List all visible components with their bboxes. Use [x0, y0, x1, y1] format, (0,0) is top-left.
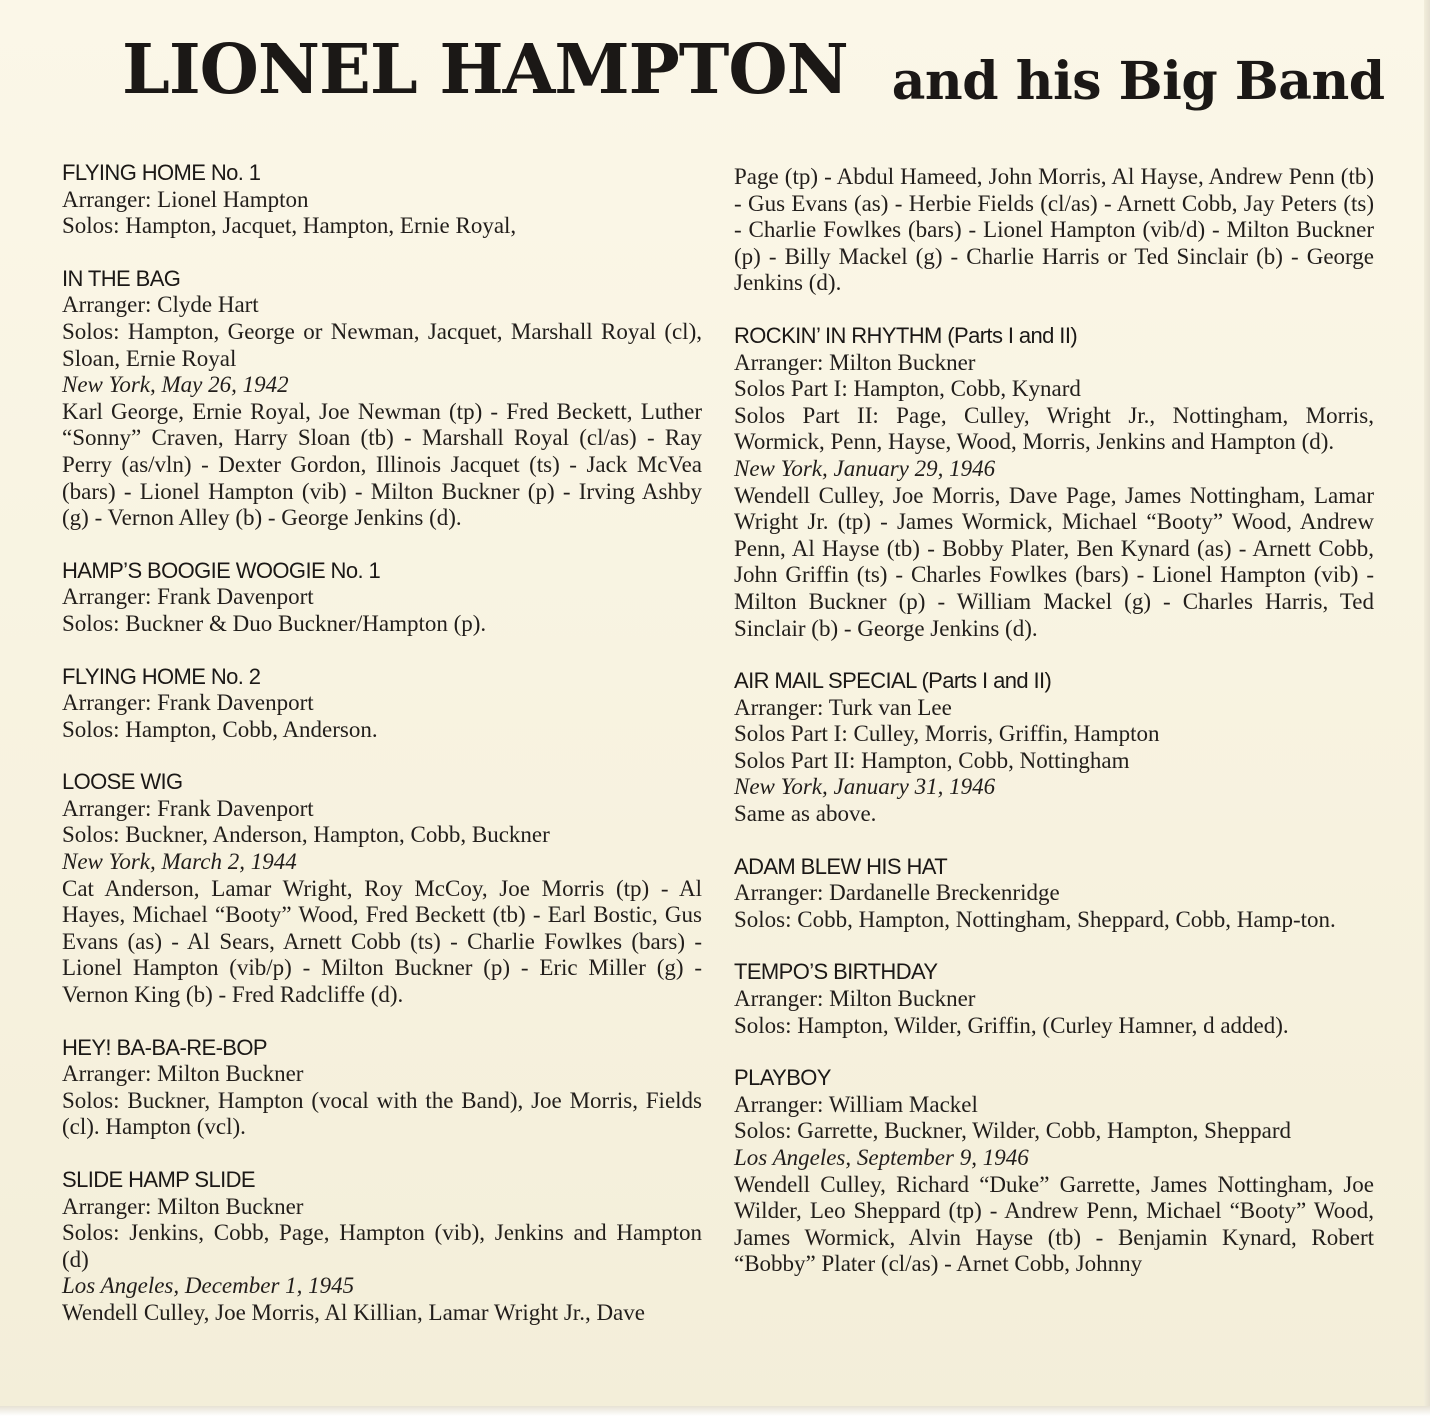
session-personnel: Karl George, Ernie Royal, Joe Newman (tp) - Fred Beckett, Luther “Sonny” Craven, Harry Sloan (tb) - Marshall Royal (cl/as) - Ray Perry (as/vln) - Dexter Gordon, Illinois Jacquet (ts) - Jack McVea (bars) - Lionel Hampton (vib) - Milton Buckner (p) - Irving Ashby (g) - Vernon Alley (b) - George Jenkins (d). — [62, 398, 702, 531]
session-personnel-continued: Page (tp) - Abdul Hameed, John Morris, Al Hayse, Andrew Penn (tb) - Gus Evans (as) - Herbie Fields (cl/as) - Arnett Cobb, Jay Peters (ts) - Charlie Fowlkes (bars) - Lionel Hampton (vib/d) - Milton Buckner (p) - Billy Mackel (g) - Charlie Harris or Ted Sinclair (b) - George Jenkins (d). — [734, 164, 1374, 296]
track-title: FLYING HOME No. 2 — [62, 663, 261, 689]
track-solos: Solos: Hampton, Cobb, Anderson. — [62, 716, 378, 742]
page-edge-bottom — [0, 1406, 1430, 1416]
track-solos: Solos: Hampton, Jacquet, Hampton, Ernie Royal, — [62, 213, 517, 239]
track-title: SLIDE HAMP SLIDE — [62, 1167, 255, 1192]
left-column — [62, 160, 702, 1353]
track-entry — [62, 1035, 702, 1141]
track-title: IN THE BAG — [62, 265, 181, 291]
page-subtitle: and his Big Band — [891, 51, 1385, 112]
session-date: Los Angeles, September 9, 1946 — [734, 1145, 1029, 1170]
right-column — [734, 164, 1374, 1304]
track-arranger: Arranger: Frank Davenport — [62, 584, 314, 610]
track-solos: Solos Part II: Hampton, Cobb, Nottingham — [734, 747, 1130, 773]
track-solos: Solos: Cobb, Hampton, Nottingham, Sheppard, Cobb, Hamp-ton. — [734, 906, 1336, 932]
track-title: AIR MAIL SPECIAL (Parts I and II) — [734, 668, 1052, 694]
track-arranger: Arranger: Milton Buckner — [734, 349, 976, 375]
track-solos: Solos Part I: Hampton, Cobb, Kynard — [734, 376, 1081, 402]
track-arranger: Arranger: Frank Davenport — [62, 795, 314, 821]
track-title: ADAM BLEW HIS HAT — [734, 853, 948, 879]
session-date: Los Angeles, December 1, 1945 — [62, 1273, 355, 1299]
page-edge-right — [1424, 0, 1430, 1416]
session-date: New York, January 29, 1946 — [734, 455, 996, 481]
track-arranger: Arranger: Frank Davenport — [62, 690, 314, 716]
track-title: LOOSE WIG — [62, 769, 183, 795]
session-personnel: Cat Anderson, Lamar Wright, Roy McCoy, Joe Morris (tp) - Al Hayes, Michael “Booty” Wood, Fred Beckett (tb) - Earl Bostic, Gus Evans (as) - Al Sears, Arnett Cobb (ts) - Charlie Fowlkes (bars) - Lionel Hampton (vib/p) - Milton Buckner (p) - Eric Miller (g) - Vernon King (b) - Fred Radcliffe (d). — [62, 875, 702, 1008]
page-title: LIONEL HAMPTON — [122, 30, 848, 110]
track-solos: Solos: Buckner, Hampton (vocal with the Band), Joe Morris, Fields (cl). Hampton (vcl). — [62, 1087, 702, 1140]
session-date: New York, March 2, 1944 — [62, 849, 297, 875]
track-arranger: Arranger: Milton Buckner — [734, 986, 976, 1012]
track-entry — [734, 959, 1374, 1039]
track-entry — [734, 1065, 1374, 1278]
track-solos: Solos: Buckner & Duo Buckner/Hampton (p). — [62, 610, 487, 636]
track-arranger: Arranger: Dardanelle Breckenridge — [734, 880, 1060, 906]
track-entry — [62, 558, 702, 638]
track-entry — [734, 164, 1374, 297]
track-entry — [62, 664, 702, 744]
track-solos: Solos: Garrette, Buckner, Wilder, Cobb, Hampton, Sheppard — [734, 1118, 1292, 1144]
track-arranger: Arranger: Turk van Lee — [734, 694, 952, 720]
track-solos: Solos: Jenkins, Cobb, Page, Hampton (vib), Jenkins and Hampton (d) — [62, 1220, 702, 1272]
track-solos: Solos Part I: Culley, Morris, Griffin, Hampton — [734, 721, 1160, 747]
track-arranger: Arranger: Clyde Hart — [62, 292, 259, 318]
session-personnel: Wendell Culley, Joe Morris, Dave Page, James Nottingham, Lamar Wright Jr. (tp) - James Wormick, Michael “Booty” Wood, Andrew Penn, Al Hayse (tb) - Bobby Plater, Ben Kynard (as) - Arnett Cobb, John Griffin (ts) - Charles Fowlkes (bars) - Lionel Hampton (vib) - Milton Buckner (p) - William Mackel (g) - Charles Harris, Ted Sinclair (b) - George Jenkins (d). — [734, 482, 1374, 641]
track-arranger: Arranger: Milton Buckner — [62, 1193, 304, 1219]
track-solos: Solos: Hampton, George or Newman, Jacquet, Marshall Royal (cl), Sloan, Ernie Royal — [62, 318, 702, 371]
track-title: FLYING HOME No. 1 — [62, 160, 261, 185]
track-solos: Solos: Buckner, Anderson, Hampton, Cobb, Buckner — [62, 822, 550, 848]
track-arranger: Arranger: William Mackel — [734, 1091, 978, 1117]
session-date: New York, May 26, 1942 — [62, 372, 289, 398]
track-title: HAMP’S BOOGIE WOOGIE No. 1 — [62, 557, 381, 583]
track-title: PLAYBOY — [734, 1065, 831, 1091]
session-date: New York, January 31, 1946 — [734, 774, 996, 800]
track-entry — [62, 266, 702, 532]
track-title: TEMPO’S BIRTHDAY — [734, 959, 938, 985]
track-solos: Solos Part II: Page, Culley, Wright Jr., Nottingham, Morris, Wormick, Penn, Hayse, Wood, Morris, Jenkins and Hampton (d). — [734, 402, 1374, 455]
page-header — [122, 30, 1385, 110]
session-personnel: Wendell Culley, Joe Morris, Al Killian, Lamar Wright Jr., Dave — [62, 1299, 645, 1325]
track-entry — [62, 160, 702, 240]
track-entry — [62, 1167, 702, 1327]
track-arranger: Arranger: Milton Buckner — [62, 1061, 304, 1087]
track-entry — [734, 854, 1374, 934]
session-personnel: Same as above. — [734, 801, 877, 827]
track-entry — [734, 323, 1374, 642]
track-title: HEY! BA-BA-RE-BOP — [62, 1034, 267, 1060]
track-title: ROCKIN’ IN RHYTHM (Parts I and II) — [734, 322, 1078, 348]
track-solos: Solos: Hampton, Wilder, Griffin, (Curley Hamner, d added). — [734, 1012, 1289, 1038]
track-entry — [734, 668, 1374, 828]
session-personnel: Wendell Culley, Richard “Duke” Garrette, James Nottingham, Joe Wilder, Leo Sheppard (tp) - Andrew Penn, Michael “Booty” Wood, James Wormick, Alvin Hayse (tb) - Benjamin Kynard, Robert “Bobby” Plater (cl/as) - Arnet Cobb, Johnny — [734, 1171, 1374, 1277]
track-arranger: Arranger: Lionel Hampton — [62, 186, 309, 212]
track-entry — [62, 769, 702, 1008]
